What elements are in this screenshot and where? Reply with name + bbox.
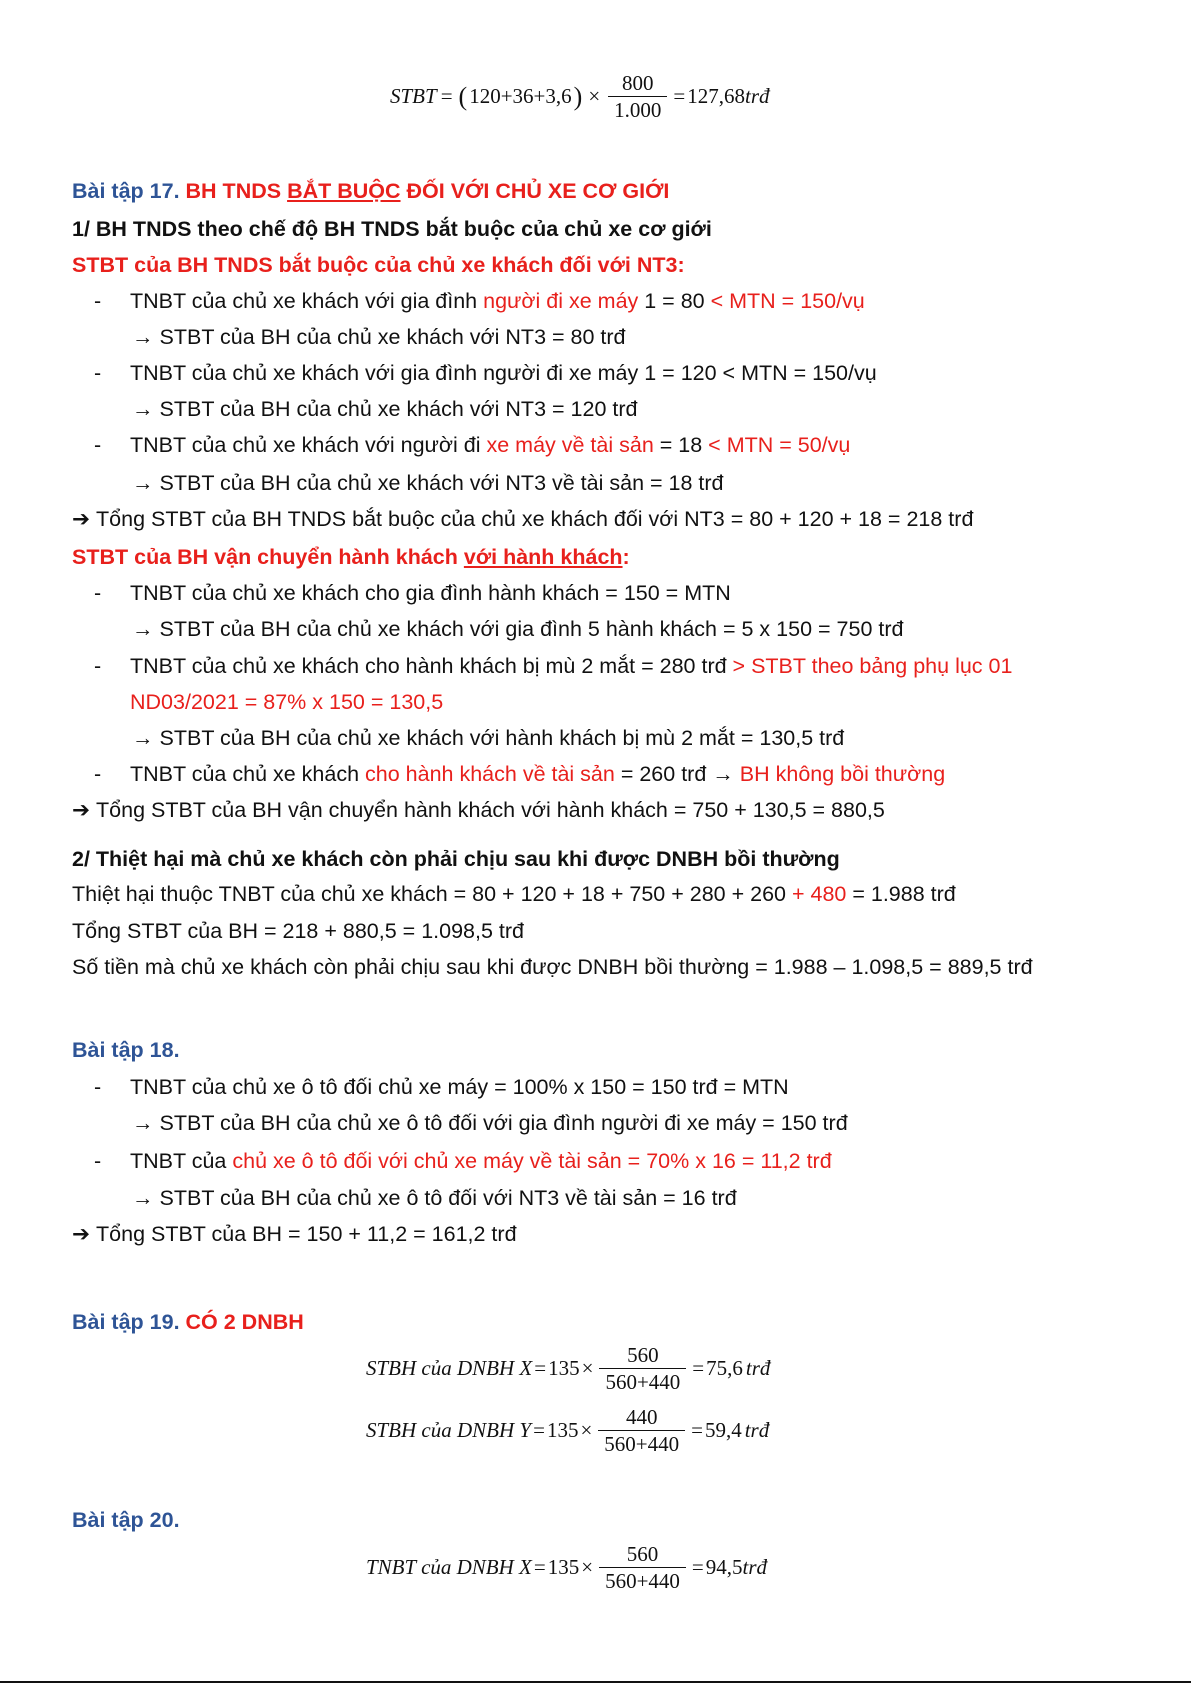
- result-line: → STBT của BH của chủ xe ô tô đối với gia đình người đi xe máy = 150 trđ: [132, 1111, 848, 1135]
- formula-inner: 120+36+3,6: [469, 84, 572, 108]
- ex17-section-2: 2/ Thiệt hại mà chủ xe khách còn phải chịu sau khi được DNBH bồi thường: [72, 847, 840, 871]
- formula-result: 127,68: [687, 84, 745, 108]
- ex19-heading: Bài tập 19. CÓ 2 DNBH: [72, 1310, 304, 1334]
- result-line: → STBT của BH của chủ xe khách với hành khách bị mù 2 mắt = 130,5 trđ: [132, 726, 845, 750]
- arrow-icon: →: [132, 397, 154, 421]
- stbt-formula: STBT = ( 120+36+3,6 ) × $\frac{800}{1.000}$ = 127,68 trđ: [390, 71, 770, 122]
- ex17-nt3-heading: STBT của BH TNDS bắt buộc của chủ xe khách đối với NT3:: [72, 253, 685, 277]
- page-bottom-rule: [0, 1681, 1191, 1683]
- ex17-section-1: 1/ BH TNDS theo chế độ BH TNDS bắt buộc của chủ xe cơ giới: [72, 217, 712, 241]
- formula-eq: =: [440, 84, 453, 108]
- result-line: → STBT của BH của chủ xe khách với NT3 = 120 trđ: [132, 397, 638, 421]
- arrow-icon: →: [132, 1186, 154, 1210]
- list-item: - TNBT của chủ xe khách với gia đình người đi xe máy 1 = 120 < MTN = 150/vụ: [94, 361, 877, 385]
- result-line: → STBT của BH của chủ xe khách với NT3 về tài sản = 18 trđ: [132, 471, 724, 495]
- list-item: - TNBT của chủ xe khách với gia đình người đi xe máy 1 = 80 < MTN = 150/vụ: [94, 289, 865, 313]
- tnbt-x-formula: TNBT của DNBH X = 135 × $\frac{560}{560+440}$ = 94,5 trđ: [366, 1542, 768, 1593]
- damage-line: Thiệt hại thuộc TNBT của chủ xe khách = 80 + 120 + 18 + 750 + 280 + 260 + 480 = 1.988 trđ: [72, 882, 956, 906]
- bold-arrow-icon: ➔: [72, 798, 91, 822]
- arrow-icon: →: [132, 617, 154, 641]
- result-line: → STBT của BH của chủ xe khách với gia đình 5 hành khách = 5 x 150 = 750 trđ: [132, 617, 904, 641]
- total-stbt-line: Tổng STBT của BH = 218 + 880,5 = 1.098,5 trđ: [72, 919, 524, 943]
- list-item: - TNBT của chủ xe ô tô đối với chủ xe máy về tài sản = 70% x 16 = 11,2 trđ: [94, 1149, 832, 1173]
- formula-fraction: $\frac{800}{1.000}$: [608, 70, 667, 123]
- bold-arrow-icon: ➔: [72, 507, 91, 531]
- ex17-heading: Bài tập 17. BH TNDS BẮT BUỘC ĐỐI VỚI CHỦ XE CƠ GIỚI: [72, 179, 670, 203]
- list-item: - TNBT của chủ xe khách cho hành khách về tài sản = 260 trđ → BH không bồi thường: [94, 762, 946, 786]
- stbh-x-formula: STBH của DNBH X = 135 × $\frac{560}{560+440}$ = 75,6 trđ: [366, 1343, 771, 1394]
- stbh-y-formula: STBH của DNBH Y = 135 × $\frac{440}{560+440}$ = 59,4 trđ: [366, 1405, 770, 1456]
- list-item: - TNBT của chủ xe ô tô đối chủ xe máy = 100% x 150 = 150 trđ = MTN: [94, 1075, 789, 1099]
- total-line: ➔ Tổng STBT của BH = 150 + 11,2 = 161,2 trđ: [72, 1222, 517, 1246]
- formula-lhs: STBT: [390, 84, 437, 108]
- ex20-heading: Bài tập 20.: [72, 1508, 180, 1532]
- arrow-icon: →: [132, 726, 154, 750]
- list-item: - TNBT của chủ xe khách cho gia đình hành khách = 150 = MTN: [94, 581, 731, 605]
- result-line: → STBT của BH của chủ xe ô tô đối với NT3 về tài sản = 16 trđ: [132, 1186, 737, 1210]
- list-item: - TNBT của chủ xe khách cho hành khách bị mù 2 mắt = 280 trđ > STBT theo bảng phụ lục 01: [94, 654, 1013, 678]
- total-line: ➔ Tổng STBT của BH vận chuyển hành khách với hành khách = 750 + 130,5 = 880,5: [72, 798, 885, 822]
- total-line: ➔ Tổng STBT của BH TNDS bắt buộc của chủ xe khách đối với NT3 = 80 + 120 + 18 = 218 trđ: [72, 507, 974, 531]
- formula-times: ×: [588, 84, 601, 108]
- arrow-icon: →: [132, 1111, 154, 1135]
- ex18-heading: Bài tập 18.: [72, 1038, 180, 1062]
- arrow-icon: →: [132, 471, 154, 495]
- ex17-passenger-heading: STBT của BH vận chuyển hành khách với hành khách:: [72, 545, 630, 569]
- arrow-icon: →: [132, 325, 154, 349]
- bold-arrow-icon: ➔: [72, 1222, 91, 1246]
- remaining-line: Số tiền mà chủ xe khách còn phải chịu sau khi được DNBH bồi thường = 1.988 – 1.098,5 = 889,5 trđ: [72, 955, 1033, 979]
- list-item: - TNBT của chủ xe khách với người đi xe máy về tài sản = 18 < MTN = 50/vụ: [94, 433, 851, 457]
- list-item-continuation: ND03/2021 = 87% x 150 = 130,5: [130, 690, 444, 714]
- result-line: → STBT của BH của chủ xe khách với NT3 = 80 trđ: [132, 325, 626, 349]
- arrow-icon: →: [712, 762, 734, 786]
